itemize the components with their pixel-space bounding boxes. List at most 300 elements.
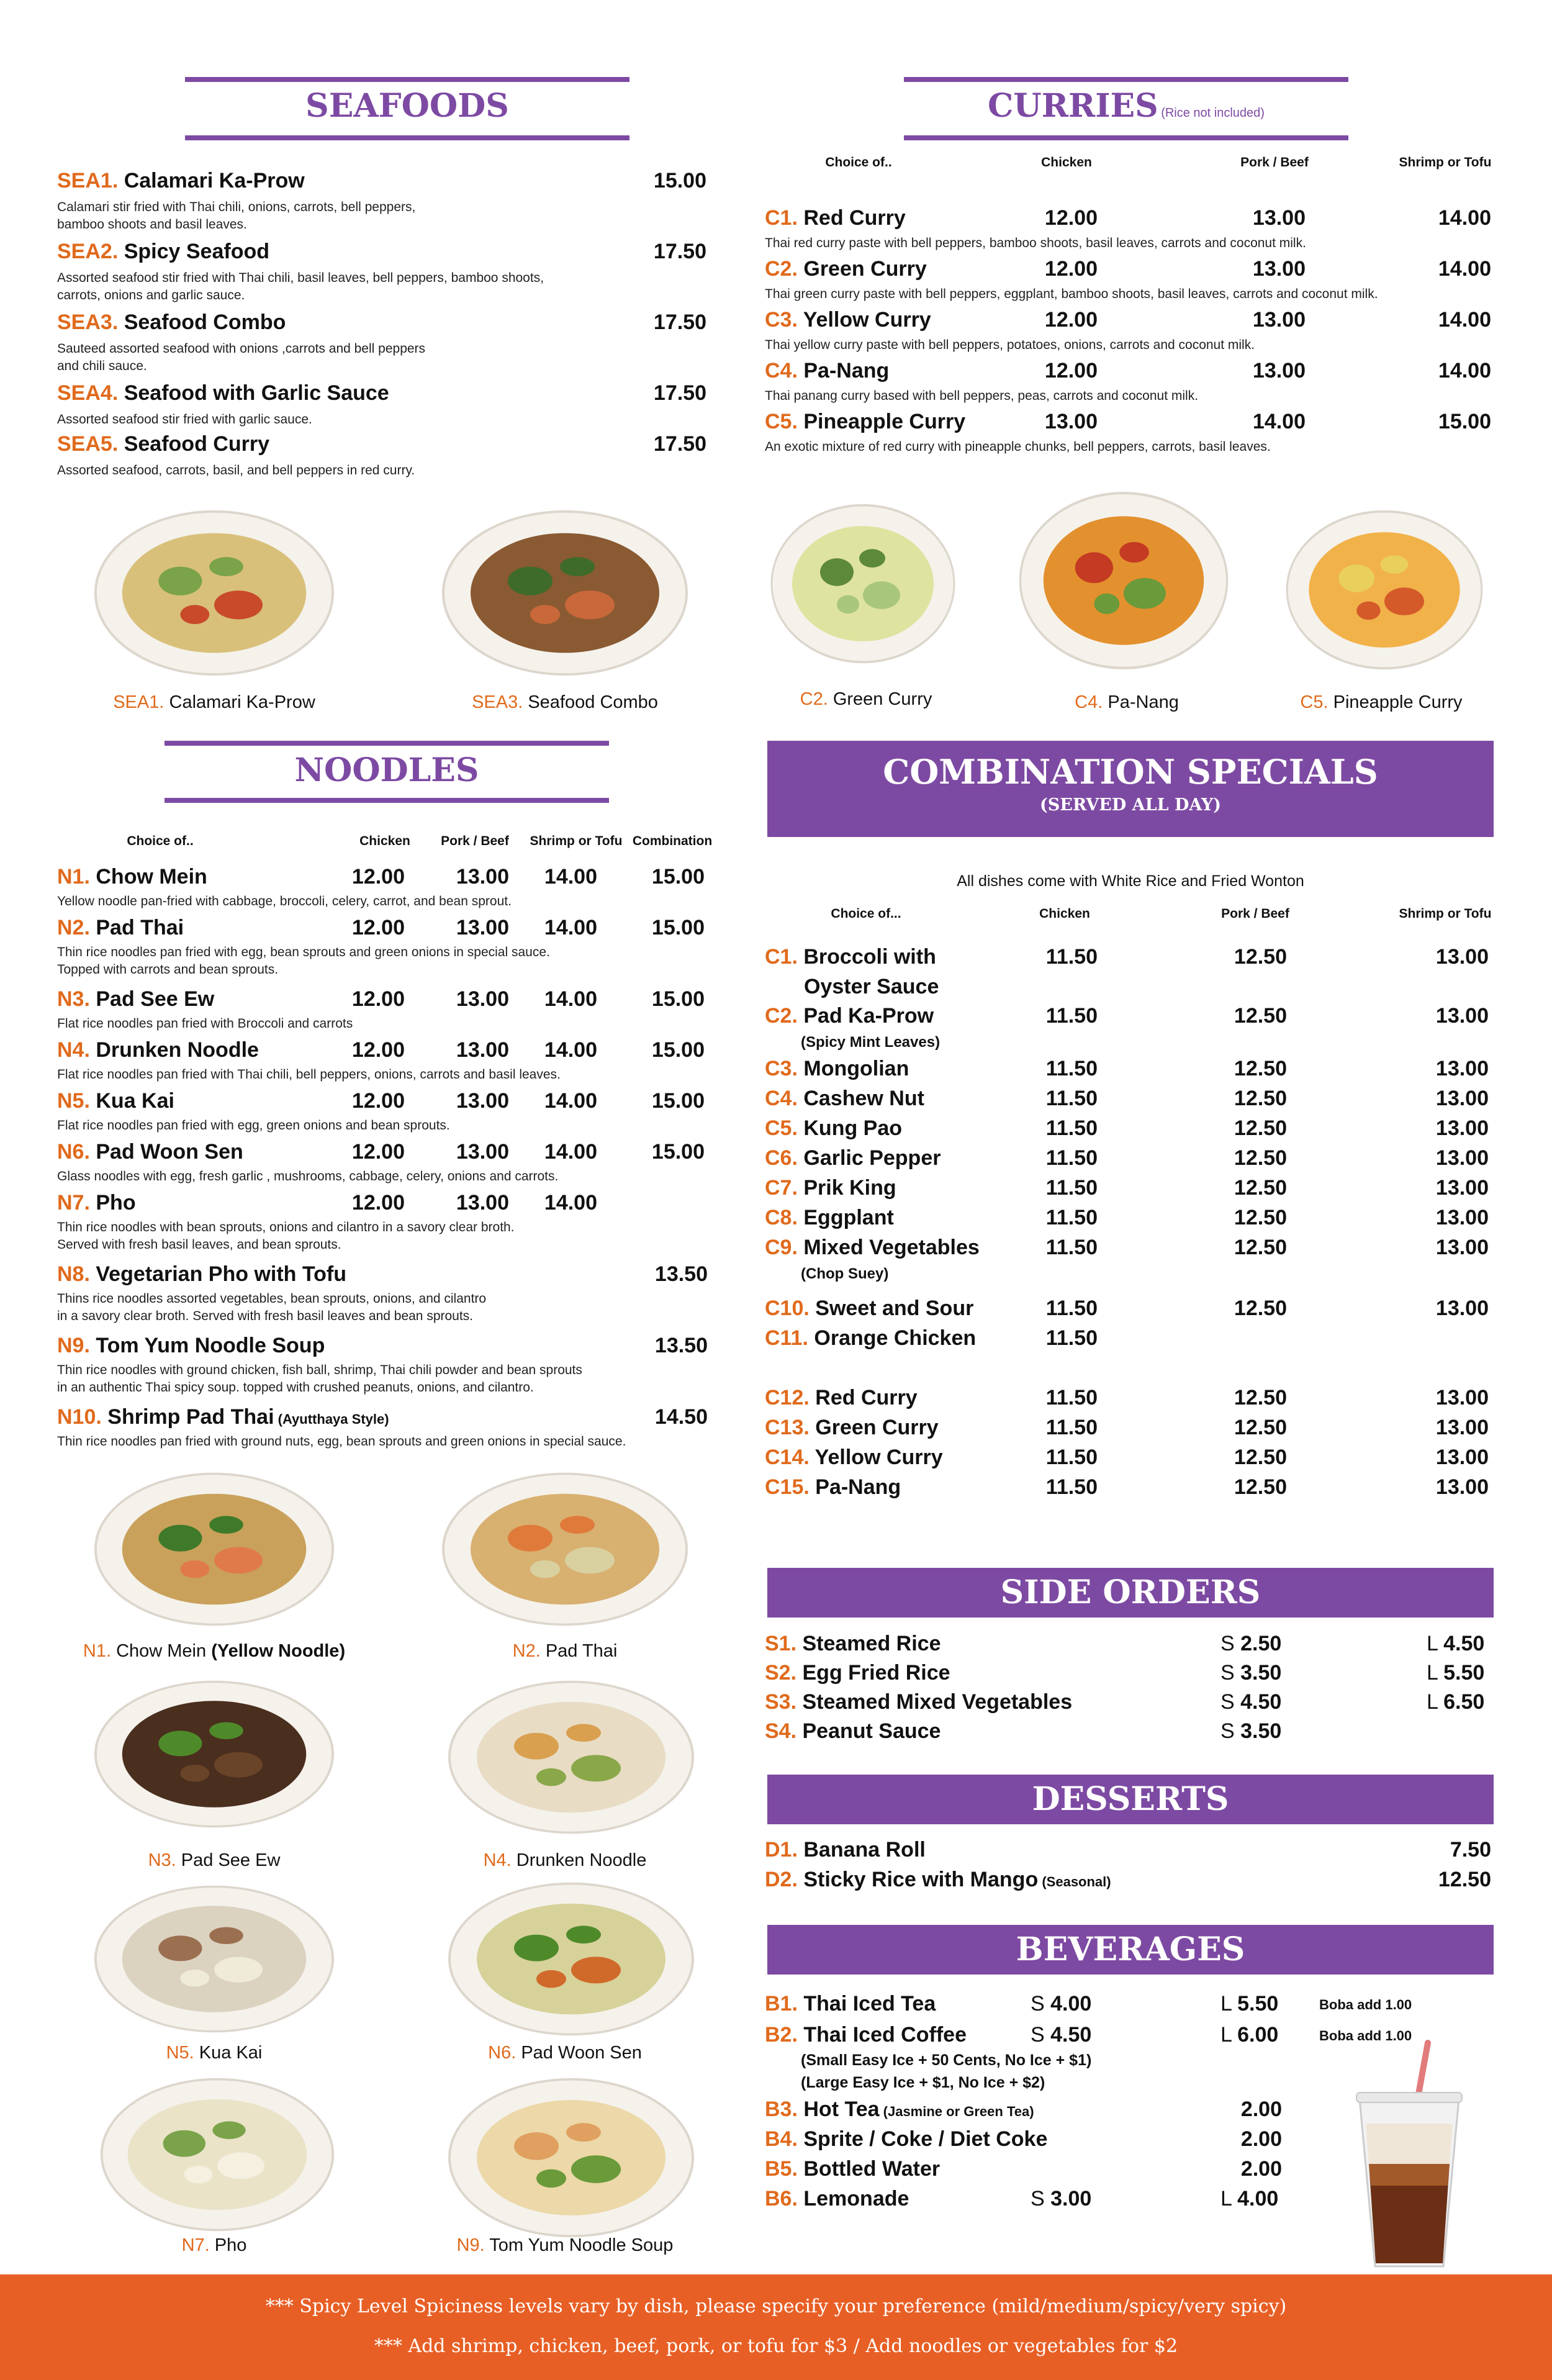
menu-item-label: Bottled Water — [797, 2157, 941, 2181]
menu-item-name — [57, 1140, 243, 1164]
menu-item-label: Garlic Pepper — [797, 1146, 941, 1170]
menu-item-price: 13.00 — [1435, 1176, 1489, 1200]
menu-item-price: 13.00 — [1435, 1057, 1489, 1080]
menu-item-label: Kung Pao — [797, 1116, 903, 1140]
boba-note: Boba add 1.00 — [1319, 2028, 1412, 2043]
menu-item-price: 11.50 — [1045, 1326, 1098, 1350]
menu-item-price: 15.00 — [653, 169, 706, 192]
menu-item-price: 12.50 — [1234, 1206, 1287, 1229]
curry-photo-green — [770, 503, 956, 664]
menu-item-description: Thin rice noodles with ground chicken, fish ball, shrimp, Thai chili powder and bean sprouts in an authentic Thai spicy soup. topped with crushed peanuts, onions, and cilantro. — [57, 1363, 582, 1395]
menu-item-price: 11.50 — [1045, 1416, 1098, 1439]
column-header: Chicken — [359, 834, 410, 848]
menu-item-label: Mongolian — [797, 1057, 909, 1080]
ice-note: (Large Easy Ice + $1, No Ice + $2) — [801, 2074, 1045, 2091]
size-small-label: S — [1220, 1632, 1241, 1655]
menu-item-price: 12.00 — [351, 865, 405, 889]
side-price-small — [1220, 1719, 1281, 1744]
menu-item-price: 13.00 — [456, 1140, 509, 1164]
column-header: Shrimp or Tofu — [530, 834, 623, 848]
menu-item-label: Eggplant — [797, 1206, 894, 1229]
menu-item-code: C13. — [765, 1416, 810, 1439]
column-header: Pork / Beef — [1240, 155, 1309, 170]
menu-item-label: Yellow Curry — [809, 1446, 943, 1469]
size-small-value: 4.50 — [1050, 2023, 1092, 2047]
menu-item-price: 13.00 — [456, 987, 509, 1011]
menu-item-code: C4. — [765, 359, 798, 382]
menu-item-code: B6. — [765, 2187, 798, 2210]
menu-item-name — [765, 1176, 896, 1200]
menu-item-label: Yellow Curry — [797, 308, 931, 332]
menu-item-price: 15.00 — [651, 1038, 705, 1062]
caption-label: Pad Thai — [540, 1641, 618, 1661]
menu-item-name — [765, 1116, 902, 1141]
menu-item-code: B2. — [765, 2023, 798, 2047]
menu-item-price: 12.50 — [1234, 1475, 1287, 1499]
menu-item-price: 15.00 — [651, 916, 705, 939]
menu-item-code: S4. — [765, 1719, 797, 1743]
menu-item-code: C5. — [765, 410, 798, 433]
menu-item-name — [57, 169, 305, 193]
size-small-value: 2.50 — [1240, 1632, 1282, 1655]
menu-item-code: C8. — [765, 1206, 798, 1229]
menu-item-label: Thai Iced Tea — [797, 1992, 936, 2016]
menu-item-label: Calamari Ka-Prow — [118, 169, 305, 192]
menu-item-price: 12.50 — [1234, 1446, 1287, 1469]
column-header: Choice of.. — [127, 834, 194, 848]
menu-item-name — [765, 206, 906, 230]
menu-item-price: 13.00 — [1044, 410, 1098, 433]
menu-item-price: 14.00 — [544, 987, 597, 1011]
menu-item-code: C5. — [765, 1116, 798, 1140]
menu-item-code: N2. — [57, 916, 90, 939]
menu-item-description: Assorted seafood stir fried with Thai chili, basil leaves, bell peppers, bamboo shoots, carrots, onions and garlic sauce. — [57, 271, 544, 302]
menu-item-code: C1. — [765, 206, 798, 230]
side-price-large — [1427, 1661, 1484, 1685]
menu-item-price: 12.50 — [1234, 945, 1287, 969]
menu-item-label: Mixed Vegetables — [797, 1236, 980, 1259]
photo-caption — [410, 2043, 720, 2063]
menu-item-code: S3. — [765, 1690, 797, 1714]
size-small-value: 3.00 — [1050, 2187, 1092, 2210]
menu-item-price: 2.00 — [1240, 2097, 1282, 2121]
menu-item-price: 12.50 — [1234, 1386, 1287, 1409]
menu-item-price: 11.50 — [1045, 1475, 1098, 1499]
bev-price-small — [1031, 1992, 1091, 2016]
menu-item-price: 12.00 — [351, 1140, 405, 1164]
menu-item-label: Pineapple Curry — [797, 410, 966, 433]
size-small-value: 3.50 — [1240, 1661, 1282, 1685]
caption-label: Pa-Nang — [1103, 692, 1179, 712]
column-header: Chicken — [1041, 155, 1092, 170]
size-large-label: L — [1427, 1690, 1444, 1714]
caption-code: N3. — [148, 1850, 176, 1870]
menu-item-name — [765, 2187, 909, 2211]
menu-item-name — [765, 1296, 973, 1321]
beverages-banner — [767, 1925, 1494, 1975]
menu-item-code: C3. — [765, 308, 798, 332]
menu-item-price: 13.00 — [1435, 1416, 1489, 1439]
menu-item-price: 13.00 — [1435, 1296, 1489, 1320]
bev-price-small — [1031, 2187, 1091, 2211]
noodle-photo — [441, 1472, 689, 1627]
curry-photo-panang — [1018, 491, 1229, 671]
caption-label: Pineapple Curry — [1328, 692, 1463, 712]
menu-item-name — [765, 308, 931, 332]
menu-item-label: Shrimp Pad Thai — [101, 1405, 274, 1429]
curry-photo-pineapple — [1285, 509, 1484, 671]
photo-caption — [410, 2235, 720, 2256]
menu-item-code: B3. — [765, 2097, 798, 2121]
caption-label: Kua Kai — [194, 2043, 263, 2063]
menu-item-name — [765, 1386, 918, 1410]
menu-item-price: 13.00 — [1252, 359, 1306, 382]
menu-item-name — [765, 1057, 909, 1081]
size-small-label: S — [1220, 1690, 1241, 1714]
column-header: Shrimp or Tofu — [1399, 907, 1492, 921]
menu-item-price: 12.00 — [351, 1191, 405, 1215]
menu-item-code: C2. — [765, 257, 798, 281]
menu-item-price: 7.50 — [1450, 1838, 1491, 1862]
bev-price-large — [1220, 1992, 1278, 2016]
menu-item-code: N9. — [57, 1334, 90, 1357]
menu-item-price: 13.00 — [1435, 1475, 1489, 1499]
menu-item-label: Seafood Curry — [118, 432, 269, 456]
side-price-large — [1427, 1632, 1484, 1656]
noodles-rule-bottom — [165, 798, 609, 803]
menu-item-note: (Jasmine or Green Tea) — [879, 2104, 1034, 2119]
noodles-heading: NOODLES — [294, 751, 479, 789]
menu-item-label: Pho — [89, 1191, 136, 1215]
column-header: Pork / Beef — [441, 834, 509, 848]
menu-item-name — [765, 1236, 980, 1260]
combination-banner — [767, 741, 1494, 837]
photo-caption — [59, 692, 369, 713]
caption-code: C4. — [1075, 692, 1103, 712]
menu-item-code: N10. — [57, 1405, 102, 1429]
size-small-value: 4.00 — [1050, 1992, 1092, 2016]
menu-item-name — [765, 1206, 894, 1230]
menu-item-label: Steamed Mixed Vegetables — [796, 1690, 1073, 1714]
menu-item-code: S2. — [765, 1661, 797, 1685]
menu-item-price: 12.50 — [1234, 1146, 1287, 1170]
photo-caption — [410, 692, 720, 713]
side-price-small — [1220, 1690, 1281, 1714]
menu-item-code: N7. — [57, 1191, 90, 1215]
menu-item-price: 17.50 — [653, 240, 706, 263]
noodle-photo — [447, 1680, 695, 1835]
menu-item-price: 11.50 — [1045, 1236, 1098, 1259]
caption-label: Seafood Combo — [523, 692, 658, 712]
curries-rule-top — [904, 77, 1348, 82]
footer-spicy-note: *** Spicy Level Spiciness levels vary by dish, please specify your preference (mild/medium/spicy/very spicy) — [265, 2296, 1287, 2317]
menu-item-price: 14.00 — [544, 1140, 597, 1164]
size-large-value: 4.50 — [1443, 1632, 1485, 1655]
noodle-photo — [93, 1885, 335, 2034]
menu-item-name — [765, 1446, 943, 1470]
menu-item-label: Broccoli with — [797, 945, 936, 969]
size-small-label: S — [1031, 2023, 1051, 2047]
size-large-label: L — [1427, 1661, 1444, 1685]
caption-label: Green Curry — [828, 689, 932, 709]
seafood-photo-calamari — [93, 509, 335, 677]
size-small-value: 4.50 — [1240, 1690, 1282, 1714]
caption-code: N6. — [488, 2043, 517, 2063]
menu-item-name — [57, 916, 184, 940]
photo-caption — [59, 2043, 369, 2063]
menu-item-code: C6. — [765, 1146, 798, 1170]
menu-item-label: Green Curry — [809, 1416, 939, 1439]
menu-item-code: C7. — [765, 1176, 798, 1200]
menu-item-label: Seafood with Garlic Sauce — [118, 381, 389, 405]
menu-item-name — [765, 1632, 941, 1656]
noodle-photo — [99, 2077, 335, 2232]
menu-item-name — [765, 1661, 950, 1685]
menu-item-name — [765, 945, 936, 969]
seafoods-rule-top — [185, 77, 629, 82]
menu-item-price: 11.50 — [1045, 1446, 1098, 1469]
caption-code: N4. — [483, 1850, 512, 1870]
size-large-label: L — [1220, 2187, 1238, 2210]
menu-item-price: 12.50 — [1234, 1116, 1287, 1140]
menu-item-name — [57, 240, 269, 264]
menu-item-code: N6. — [57, 1140, 90, 1164]
menu-item-price: 12.00 — [1044, 206, 1098, 230]
menu-item-code: C4. — [765, 1087, 798, 1110]
menu-item-price: 13.00 — [1435, 945, 1489, 969]
photo-caption — [410, 1850, 720, 1871]
menu-item-price: 13.00 — [1435, 1087, 1489, 1110]
column-header: Chicken — [1039, 907, 1090, 921]
menu-item-name — [765, 1868, 1111, 1892]
menu-item-name — [765, 1992, 936, 2016]
menu-item-price: 13.00 — [1435, 1116, 1489, 1140]
menu-item-price: 13.00 — [1435, 1206, 1489, 1229]
menu-item-name — [765, 1326, 976, 1351]
caption-code: N5. — [166, 2043, 194, 2063]
menu-item-label: Sprite / Coke / Diet Coke — [797, 2127, 1048, 2151]
menu-item-note: (Chop Suey) — [801, 1265, 889, 1282]
caption-code: C2. — [800, 689, 828, 709]
column-header: Combination — [632, 834, 713, 848]
menu-item-label: Prik King — [797, 1176, 896, 1200]
combination-subtitle: (SERVED ALL DAY) — [1039, 795, 1222, 815]
menu-item-price: 2.00 — [1240, 2127, 1282, 2151]
menu-item-code: SEA2. — [57, 240, 119, 263]
menu-item-description: An exotic mixture of red curry with pineapple chunks, bell peppers, carrots, basil leaves. — [765, 440, 1271, 454]
menu-item-name — [765, 359, 889, 383]
size-large-label: L — [1220, 1992, 1238, 2016]
caption-label: Pad See Ew — [176, 1850, 281, 1870]
menu-item-label: Sweet and Sour — [809, 1296, 974, 1320]
menu-item-price: 14.00 — [544, 1038, 597, 1062]
menu-item-name — [57, 310, 286, 335]
menu-item-price: 11.50 — [1045, 1206, 1098, 1229]
menu-item-name — [765, 1475, 901, 1500]
menu-item-name — [765, 1087, 924, 1111]
caption-code: C5. — [1300, 692, 1329, 712]
menu-item-label: Cashew Nut — [797, 1087, 924, 1110]
menu-item-price: 13.50 — [654, 1262, 708, 1286]
menu-item-label: Sticky Rice with Mango — [797, 1868, 1039, 1891]
menu-item-code: C11. — [765, 1326, 808, 1350]
menu-item-code: N4. — [57, 1038, 90, 1062]
menu-item-label: Red Curry — [797, 206, 906, 230]
noodle-photo — [447, 2077, 695, 2238]
menu-item-price: 12.00 — [351, 1038, 405, 1062]
menu-item-price: 13.00 — [1435, 1146, 1489, 1170]
menu-item-label: Green Curry — [797, 257, 927, 281]
photo-caption — [410, 1641, 720, 1662]
menu-item-price: 11.50 — [1045, 1386, 1098, 1409]
menu-item-price: 11.50 — [1045, 945, 1098, 969]
caption-label: Chow Mein — [111, 1641, 207, 1661]
menu-item-label: Chow Mein — [89, 865, 207, 889]
menu-item-price: 11.50 — [1045, 1116, 1098, 1140]
menu-item-price: 15.00 — [651, 865, 705, 889]
menu-item-description: Thins rice noodles assorted vegetables, bean sprouts, onions, and cilantro in a savory clear broth. Served with fresh basil leaves and bean sprouts. — [57, 1292, 487, 1323]
menu-item-price: 11.50 — [1045, 1146, 1098, 1170]
menu-item-description: Flat rice noodles pan fried with Thai chili, bell peppers, onions, carrots and basil leaves. — [57, 1067, 561, 1082]
size-large-value: 5.50 — [1443, 1661, 1485, 1685]
menu-item-price: 12.00 — [351, 987, 405, 1011]
menu-item-label: Hot Tea — [797, 2097, 880, 2121]
menu-item-price: 11.50 — [1045, 1057, 1098, 1080]
caption-label: Pad Woon Sen — [516, 2043, 642, 2063]
menu-item-price: 13.00 — [1435, 1236, 1489, 1259]
menu-item-price: 15.00 — [1438, 410, 1491, 433]
size-small-label: S — [1031, 2187, 1051, 2210]
menu-item-code: C15. — [765, 1475, 810, 1499]
menu-item-name — [57, 1262, 346, 1287]
menu-item-price: 12.50 — [1234, 1057, 1287, 1080]
seafood-photo-combo — [441, 509, 689, 677]
photo-caption — [59, 1641, 369, 1662]
menu-item-price: 17.50 — [653, 381, 706, 405]
menu-item-description: Assorted seafood stir fried with garlic sauce. — [57, 412, 312, 427]
menu-item-code: D1. — [765, 1838, 798, 1862]
footer-band — [0, 2274, 1552, 2380]
menu-item-name — [765, 1719, 941, 1744]
menu-item-price: 13.00 — [1435, 1386, 1489, 1409]
menu-item-name — [765, 1690, 1072, 1714]
menu-item-name — [57, 1089, 174, 1113]
boba-note: Boba add 1.00 — [1319, 1997, 1412, 2012]
menu-item-label: Seafood Combo — [118, 310, 286, 334]
menu-item-price: 12.50 — [1438, 1868, 1491, 1891]
menu-item-description: Sauteed assorted seafood with onions ,carrots and bell peppers and chili sauce. — [57, 342, 426, 373]
menu-item-description: Thin rice noodles pan fried with ground nuts, egg, bean sprouts and green onions in special sauce. — [57, 1434, 626, 1449]
menu-item-price: 17.50 — [653, 432, 706, 456]
sides-banner — [767, 1568, 1494, 1618]
menu-item-note: (Seasonal) — [1038, 1874, 1111, 1889]
menu-item-price: 13.00 — [1435, 1446, 1489, 1469]
caption-label: Pho — [209, 2235, 247, 2255]
menu-item-description: Thai red curry paste with bell peppers, bamboo shoots, basil leaves, carrots and coconut milk. — [765, 236, 1306, 250]
menu-item-label: Pad Thai — [89, 916, 184, 939]
caption-label: Drunken Noodle — [511, 1850, 647, 1870]
desserts-banner — [767, 1775, 1494, 1824]
menu-item-price: 2.00 — [1240, 2157, 1282, 2181]
combination-heading: COMBINATION SPECIALS — [883, 752, 1378, 792]
menu-item-price: 14.00 — [1438, 308, 1491, 332]
menu-item-code: SEA1. — [57, 169, 119, 192]
menu-item-name — [765, 2023, 967, 2047]
size-large-label: L — [1427, 1632, 1444, 1655]
menu-item-name — [765, 2097, 1034, 2122]
side-price-large — [1427, 1690, 1484, 1714]
menu-item-price: 13.00 — [456, 865, 509, 889]
menu-item-price: 11.50 — [1045, 1176, 1098, 1200]
menu-item-description: Calamari stir fried with Thai chili, onions, carrots, bell peppers, bamboo shoots and basil leaves. — [57, 200, 416, 232]
menu-item-price: 13.00 — [456, 916, 509, 939]
menu-item-price: 12.50 — [1234, 1087, 1287, 1110]
menu-item-price: 12.00 — [1044, 359, 1098, 382]
caption-note: (Yellow Noodle) — [206, 1641, 346, 1661]
menu-item-code: C3. — [765, 1057, 798, 1080]
menu-item-label: Drunken Noodle — [89, 1038, 259, 1062]
menu-item-note: (Ayutthaya Style) — [274, 1411, 389, 1427]
menu-item-code: C1. — [765, 945, 798, 969]
ice-note: (Small Easy Ice + 50 Cents, No Ice + $1) — [801, 2052, 1092, 2069]
menu-item-name — [57, 432, 269, 456]
menu-item-label: Orange Chicken — [808, 1326, 977, 1350]
menu-item-price: 12.50 — [1234, 1236, 1287, 1259]
size-large-value: 4.00 — [1237, 2187, 1279, 2210]
menu-item-description: Yellow noodle pan-fried with cabbage, broccoli, celery, carrot, and bean sprout. — [57, 894, 512, 908]
menu-item-description: Flat rice noodles pan fried with egg, green onions and bean sprouts. — [57, 1118, 450, 1133]
menu-item-description: Thai panang curry based with bell peppers, peas, carrots and coconut milk. — [765, 389, 1199, 403]
menu-item-name — [765, 410, 965, 434]
photo-caption — [1226, 692, 1536, 713]
menu-item-price: 14.00 — [1438, 206, 1491, 230]
menu-item-price: 11.50 — [1045, 1296, 1098, 1320]
menu-item-price: 14.00 — [544, 865, 597, 889]
menu-item-price: 12.50 — [1234, 1416, 1287, 1439]
menu-item-description: Glass noodles with egg, fresh garlic , mushrooms, cabbage, celery, onions and carrots. — [57, 1169, 559, 1183]
menu-item-description: Thai green curry paste with bell peppers, eggplant, bamboo shoots, basil leaves, carrots and coconut milk. — [765, 287, 1378, 301]
photo-caption — [59, 2235, 369, 2256]
menu-item-price: 15.00 — [651, 987, 705, 1011]
menu-item-code: SEA5. — [57, 432, 119, 456]
curries-rule-bottom — [904, 135, 1348, 140]
menu-item-name — [765, 1146, 941, 1170]
menu-item-price: 13.00 — [456, 1191, 509, 1215]
menu-item-price: 14.00 — [544, 916, 597, 939]
menu-item-price: 12.50 — [1234, 1176, 1287, 1200]
menu-item-label: Lemonade — [797, 2187, 909, 2210]
menu-item-label: Oyster Sauce — [804, 975, 939, 998]
menu-item-code: B5. — [765, 2157, 798, 2181]
desserts-heading: DESSERTS — [1032, 1780, 1229, 1818]
noodle-photo — [447, 1881, 695, 2037]
caption-code: N1. — [83, 1641, 112, 1661]
menu-item-label: Steamed Rice — [796, 1632, 941, 1655]
menu-item-label: Pad Ka-Prow — [797, 1004, 934, 1028]
menu-item-price: 13.00 — [456, 1089, 509, 1113]
size-large-value: 5.50 — [1237, 1992, 1279, 2016]
menu-item-name — [57, 1191, 136, 1215]
menu-item-name — [765, 1838, 926, 1862]
menu-item-price: 17.50 — [653, 310, 706, 334]
caption-code: SEA3. — [472, 692, 523, 712]
menu-item-label: Kua Kai — [89, 1089, 174, 1113]
bev-price-large — [1220, 2023, 1278, 2047]
side-price-small — [1220, 1661, 1281, 1685]
menu-item-price: 11.50 — [1045, 1087, 1098, 1110]
menu-item-description: Thin rice noodles with bean sprouts, onions and cilantro in a savory clear broth. Served with fresh basil leaves, and bean sprouts. — [57, 1220, 515, 1252]
menu-item-code: N1. — [57, 865, 90, 889]
